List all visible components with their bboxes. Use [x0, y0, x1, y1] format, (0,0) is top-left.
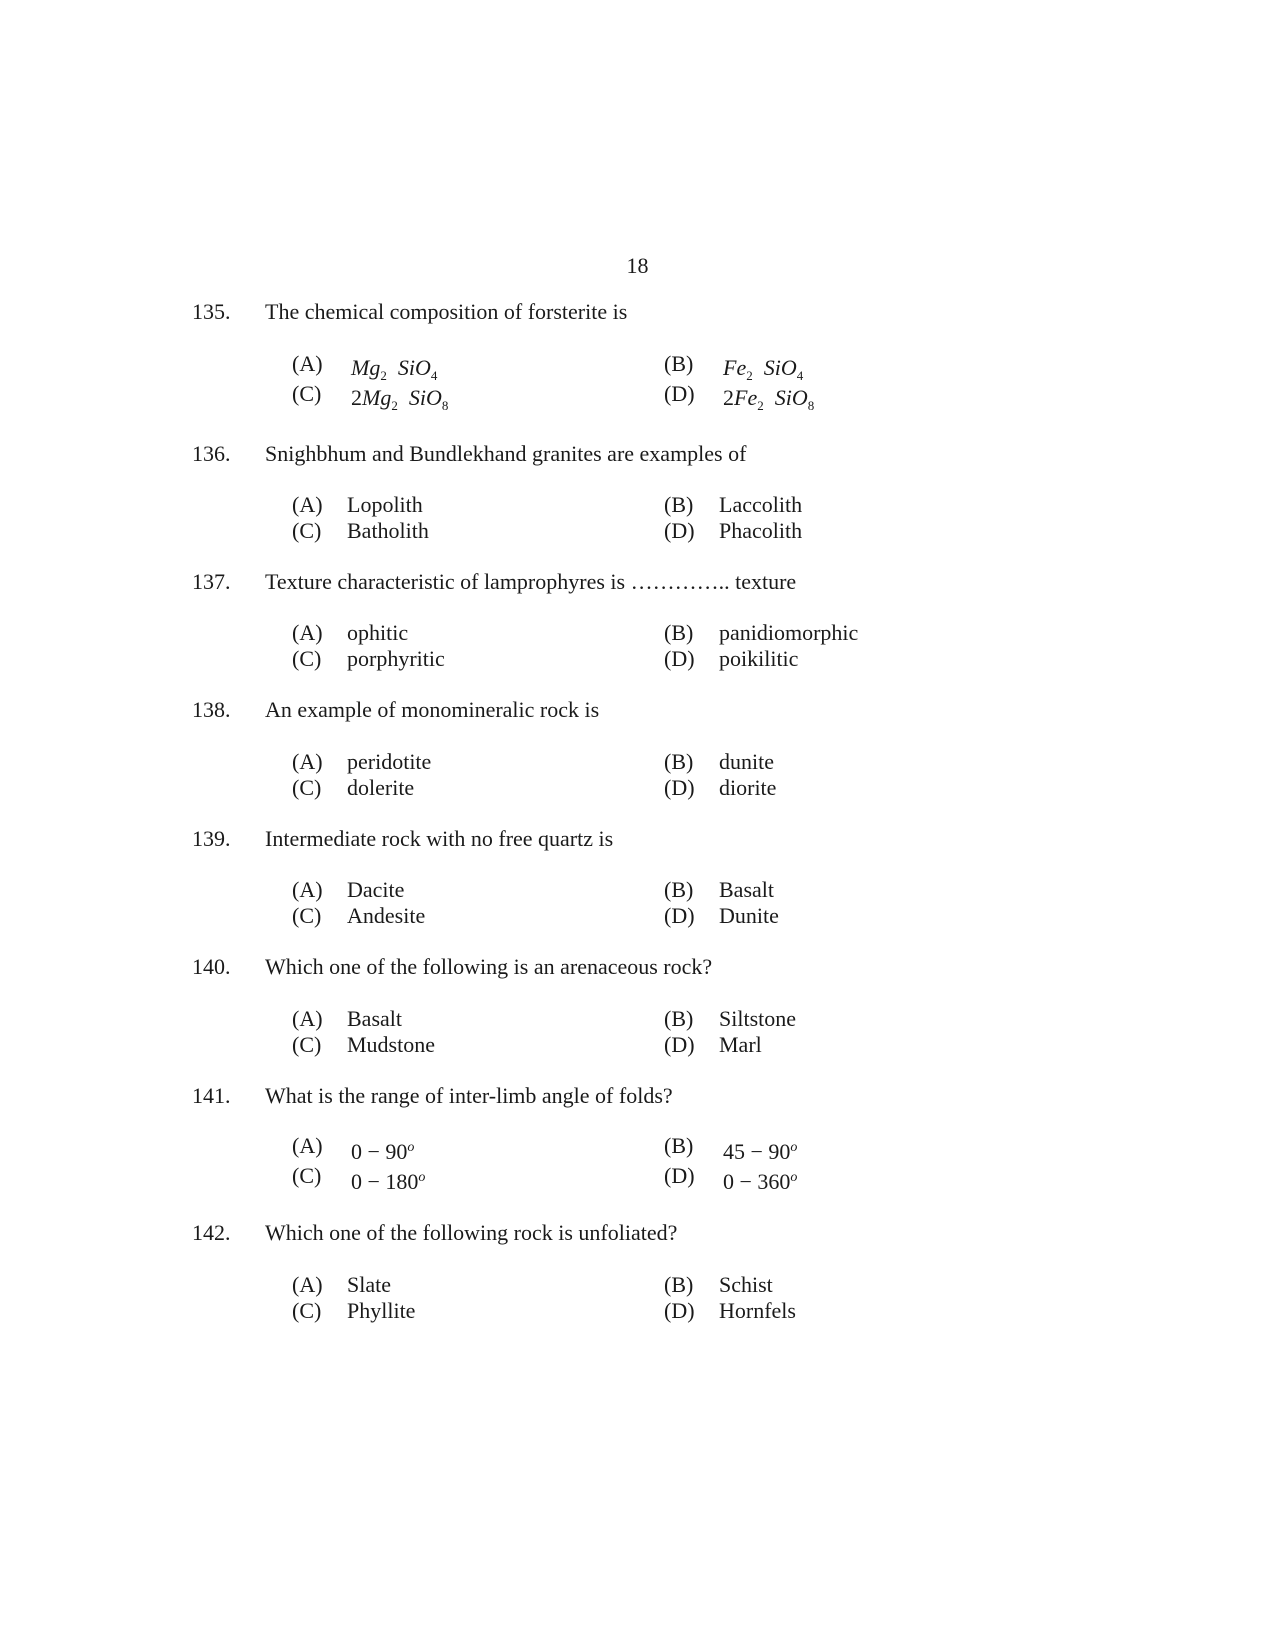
option-label: (B) [664, 492, 694, 517]
question-number: 138. [192, 697, 231, 722]
option-label: (D) [664, 381, 695, 406]
option-label: (D) [664, 1163, 695, 1188]
option-text: Marl [719, 1032, 762, 1057]
option-label: (C) [292, 518, 322, 543]
question-number: 135. [192, 299, 231, 324]
option-text: Dunite [719, 903, 779, 928]
page-number: 18 [626, 253, 649, 278]
option-formula: $2Fe_2$ SiO$_8$ [723, 385, 815, 413]
option-text: Lopolith [347, 492, 423, 517]
option-label: (B) [664, 749, 694, 774]
option-label: (D) [664, 1298, 695, 1323]
question-text: The chemical composition of forsterite is [265, 299, 628, 324]
option-label: (B) [664, 1006, 694, 1031]
option-angle-range: $0 - 180^o$ [351, 1169, 426, 1194]
option-label: (B) [664, 877, 694, 902]
option-label: (D) [664, 518, 695, 543]
option-label: (B) [664, 351, 694, 376]
option-label: (A) [292, 1006, 323, 1031]
option-angle-range: $0 - 90^o$ [351, 1139, 415, 1164]
option-label: (D) [664, 903, 695, 928]
option-label: (B) [664, 1133, 694, 1158]
option-label: (A) [292, 877, 323, 902]
question-number: 136. [192, 441, 231, 466]
option-text: Laccolith [719, 492, 803, 517]
question-number: 142. [192, 1220, 231, 1245]
question-number: 139. [192, 826, 231, 851]
option-label: (A) [292, 1133, 323, 1158]
option-label: (A) [292, 492, 323, 517]
option-label: (A) [292, 351, 323, 376]
option-label: (C) [292, 646, 322, 671]
option-text: poikilitic [719, 646, 799, 671]
option-text: Basalt [719, 877, 774, 902]
option-angle-range: $45 - 90^o$ [723, 1139, 798, 1164]
option-text: peridotite [347, 749, 432, 774]
option-text: Batholith [347, 518, 429, 543]
option-label: (C) [292, 903, 322, 928]
option-text: Basalt [347, 1006, 402, 1031]
option-text: porphyritic [347, 646, 445, 671]
option-text: dolerite [347, 775, 415, 800]
option-text: diorite [719, 775, 777, 800]
option-text: Siltstone [719, 1006, 797, 1031]
option-text: Mudstone [347, 1032, 435, 1057]
option-text: ophitic [347, 620, 409, 645]
question-number: 137. [192, 569, 231, 594]
option-text: dunite [719, 749, 774, 774]
question-text: Which one of the following rock is unfoliated? [265, 1220, 678, 1245]
question-text: Texture characteristic of lamprophyres is ………….. texture [265, 569, 797, 594]
option-text: Schist [719, 1272, 773, 1297]
option-formula: $Fe_2$ SiO$_4$ [723, 355, 804, 383]
option-text: Phacolith [719, 518, 803, 543]
question-text: An example of monomineralic rock is [265, 697, 600, 722]
option-label: (C) [292, 775, 322, 800]
question-text: Intermediate rock with no free quartz is [265, 826, 614, 851]
option-text: Dacite [347, 877, 405, 902]
option-label: (C) [292, 381, 322, 406]
option-label: (D) [664, 646, 695, 671]
question-text: Snighbhum and Bundlekhand granites are examples of [265, 441, 747, 466]
option-label: (C) [292, 1298, 322, 1323]
option-text: Andesite [347, 903, 426, 928]
question-text: Which one of the following is an arenaceous rock? [265, 954, 713, 979]
option-label: (B) [664, 620, 694, 645]
option-angle-range: $0 - 360^o$ [723, 1169, 798, 1194]
question-text: What is the range of inter-limb angle of folds? [265, 1083, 673, 1108]
option-text: Hornfels [719, 1298, 796, 1323]
option-label: (A) [292, 620, 323, 645]
question-number: 140. [192, 954, 231, 979]
option-text: panidiomorphic [719, 620, 859, 645]
option-formula: $2Mg_2$ SiO$_8$ [351, 385, 449, 413]
option-label: (D) [664, 1032, 695, 1057]
option-text: Phyllite [347, 1298, 416, 1323]
option-label: (A) [292, 1272, 323, 1297]
option-formula: $Mg_2$ SiO$_4$ [351, 355, 438, 383]
question-number: 141. [192, 1083, 231, 1108]
option-label: (A) [292, 749, 323, 774]
option-text: Slate [347, 1272, 391, 1297]
option-label: (C) [292, 1163, 322, 1188]
option-label: (B) [664, 1272, 694, 1297]
option-label: (D) [664, 775, 695, 800]
option-label: (C) [292, 1032, 322, 1057]
